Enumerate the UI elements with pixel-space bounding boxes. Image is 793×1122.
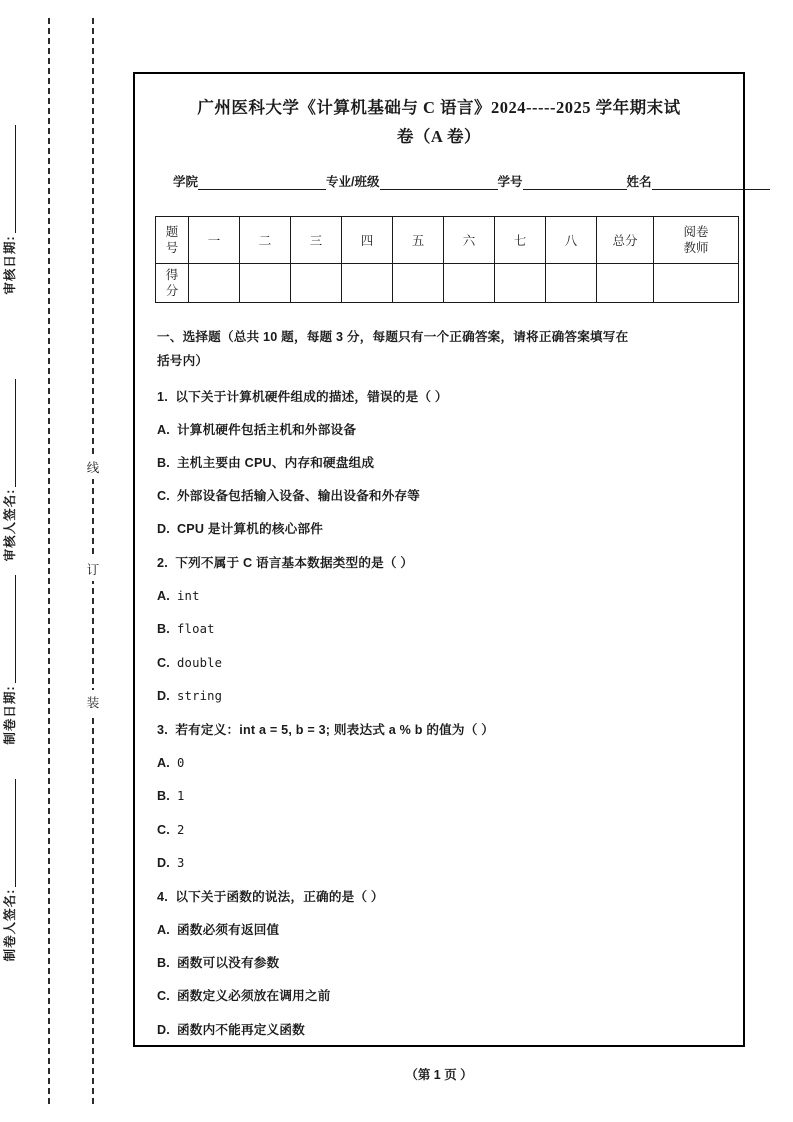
vertical-label-3 — [0, 720, 18, 1020]
row-label-question-char-1: 题 — [165, 224, 179, 239]
question-1-option-2[interactable] — [157, 453, 721, 473]
vertical-label-text-3: 制卷人签名: — [3, 888, 17, 962]
option-text-3-3: 2 — [177, 822, 185, 837]
score-table-row-label-question — [156, 216, 189, 263]
vertical-label-rule-0 — [15, 125, 16, 233]
info-label-student-id: 学号 — [497, 174, 523, 189]
score-table-col-8: 八 — [546, 216, 597, 263]
question-number-1: 1. — [157, 389, 168, 404]
info-field-college — [173, 172, 326, 190]
score-cell-1[interactable] — [189, 263, 240, 302]
info-blank-major-class[interactable] — [380, 176, 498, 190]
grader-label-line-1: 阅卷 — [683, 224, 709, 239]
row-label-question-char-2: 号 — [165, 240, 179, 255]
question-stem-4 — [157, 887, 721, 907]
dashed-line-outer — [48, 18, 50, 1104]
info-blank-student-id[interactable] — [523, 176, 627, 190]
score-table-col-1: 一 — [189, 216, 240, 263]
option-text-1-2: 主机主要由 CPU、内存和硬盘组成 — [177, 456, 375, 471]
option-text-2-3: double — [177, 655, 223, 670]
seam-mark-2: 装 — [82, 690, 104, 714]
info-field-student-id — [498, 172, 627, 190]
vertical-label-text-1: 审核人签名: — [3, 488, 17, 562]
student-info-row — [173, 172, 711, 190]
question-3-option-4[interactable] — [157, 853, 721, 874]
question-4-option-2[interactable] — [157, 953, 721, 973]
info-blank-name[interactable] — [652, 176, 770, 190]
option-text-4-3: 函数定义必须放在调用之前 — [177, 989, 331, 1004]
info-label-major-class: 专业/班级 — [326, 174, 380, 189]
option-tag-3-4: D. — [157, 856, 170, 871]
info-blank-college[interactable] — [198, 176, 326, 190]
question-2-option-2[interactable] — [157, 619, 721, 640]
score-table-col-4: 四 — [342, 216, 393, 263]
score-table-score-row — [156, 263, 739, 302]
option-tag-2-4: D. — [157, 689, 170, 704]
question-4-option-1[interactable] — [157, 920, 721, 940]
option-text-3-2: 1 — [177, 789, 185, 804]
score-table-header-row — [156, 216, 739, 263]
question-1-option-1[interactable] — [157, 420, 721, 440]
section-heading-line-2: 括号内） — [157, 354, 209, 369]
option-text-4-4: 函数内不能再定义函数 — [177, 1022, 305, 1037]
question-number-4: 4. — [157, 889, 168, 904]
score-cell-grader[interactable] — [654, 263, 739, 302]
option-text-1-1: 计算机硬件包括主机和外部设备 — [177, 422, 357, 437]
score-cell-2[interactable] — [240, 263, 291, 302]
question-stem-3 — [157, 720, 721, 740]
option-tag-2-3: C. — [157, 655, 170, 670]
question-text-4: 以下关于函数的说法，正确的是（ ） — [175, 889, 384, 904]
question-1-option-3[interactable] — [157, 486, 721, 506]
option-tag-2-2: B. — [157, 622, 170, 637]
score-table — [155, 216, 739, 303]
question-number-2: 2. — [157, 555, 168, 570]
vertical-label-text-0: 审核日期: — [3, 235, 17, 295]
question-list — [157, 387, 721, 1040]
seam-mark-0: 线 — [82, 455, 104, 479]
vertical-label-0 — [0, 60, 18, 360]
left-margin-annotations — [0, 0, 120, 1122]
vertical-label-rule-2 — [15, 575, 16, 683]
score-cell-4[interactable] — [342, 263, 393, 302]
option-tag-3-3: C. — [157, 822, 170, 837]
page-footer: （第 1 页 ） — [405, 1068, 473, 1082]
option-text-3-1: 0 — [177, 755, 185, 770]
option-tag-1-1: A. — [157, 422, 170, 437]
option-tag-3-2: B. — [157, 789, 170, 804]
question-body — [157, 325, 721, 1040]
question-3-option-1[interactable] — [157, 753, 721, 774]
question-2-option-3[interactable] — [157, 653, 721, 674]
option-tag-4-1: A. — [157, 923, 170, 938]
option-text-3-4: 3 — [177, 856, 185, 871]
option-tag-1-4: D. — [157, 522, 170, 537]
question-3-option-3[interactable] — [157, 820, 721, 841]
option-tag-2-1: A. — [157, 588, 170, 603]
info-label-name: 姓名 — [626, 174, 652, 189]
score-table-col-6: 六 — [444, 216, 495, 263]
option-text-1-4: CPU 是计算机的核心部件 — [177, 522, 324, 537]
page-title — [159, 94, 719, 152]
score-table-col-3: 三 — [291, 216, 342, 263]
score-table-row-label-score — [156, 263, 189, 302]
score-cell-3[interactable] — [291, 263, 342, 302]
question-1-option-4[interactable] — [157, 519, 721, 539]
question-stem-2 — [157, 553, 721, 573]
page-title-line-1: 广州医科大学《计算机基础与 C 语言》2024-----2025 学年期末试 — [197, 98, 681, 117]
option-tag-1-3: C. — [157, 489, 170, 504]
question-number-3: 3. — [157, 722, 168, 737]
grader-label-line-2: 教师 — [683, 240, 709, 255]
question-2-option-4[interactable] — [157, 686, 721, 707]
question-text-1: 以下关于计算机硬件组成的描述，错误的是（ ） — [175, 389, 448, 404]
option-tag-4-4: D. — [157, 1022, 170, 1037]
question-3-option-2[interactable] — [157, 786, 721, 807]
option-text-4-2: 函数可以没有参数 — [177, 956, 280, 971]
section-heading — [157, 325, 721, 374]
row-label-score-char-1: 得 — [165, 267, 179, 282]
vertical-label-rule-3 — [15, 779, 16, 887]
score-cell-5[interactable] — [393, 263, 444, 302]
row-label-score-char-2: 分 — [165, 283, 179, 298]
score-cell-7[interactable] — [495, 263, 546, 302]
option-text-4-1: 函数必须有返回值 — [177, 923, 280, 938]
question-4-option-4[interactable] — [157, 1020, 721, 1040]
score-table-col-7: 七 — [495, 216, 546, 263]
option-tag-4-3: C. — [157, 989, 170, 1004]
info-field-major-class — [326, 172, 497, 190]
option-text-2-4: string — [177, 689, 223, 704]
seam-mark-1: 订 — [82, 557, 104, 581]
info-field-name — [627, 172, 770, 190]
score-cell-8[interactable] — [546, 263, 597, 302]
exam-paper-frame — [133, 72, 745, 1047]
question-2-option-1[interactable] — [157, 586, 721, 607]
question-text-3: 若有定义：int a = 5, b = 3; 则表达式 a % b 的值为（ ） — [175, 722, 494, 737]
info-label-college: 学院 — [173, 174, 199, 189]
option-tag-4-2: B. — [157, 956, 170, 971]
score-cell-total[interactable] — [597, 263, 654, 302]
option-tag-1-2: B. — [157, 456, 170, 471]
score-table-col-5: 五 — [393, 216, 444, 263]
question-stem-1 — [157, 387, 721, 407]
question-4-option-3[interactable] — [157, 986, 721, 1006]
option-text-2-2: float — [177, 622, 215, 637]
question-text-2: 下列不属于 C 语言基本数据类型的是（ ） — [175, 555, 414, 570]
option-text-1-3: 外部设备包括输入设备、输出设备和外存等 — [177, 489, 421, 504]
score-cell-6[interactable] — [444, 263, 495, 302]
vertical-label-text-2: 制卷日期: — [3, 685, 17, 745]
option-tag-3-1: A. — [157, 755, 170, 770]
vertical-label-rule-1 — [15, 379, 16, 487]
page-title-line-2: 卷（A 卷） — [396, 126, 482, 146]
option-text-2-1: int — [177, 588, 200, 603]
section-heading-line-1: 一、选择题（总共 10 题，每题 3 分，每题只有一个正确答案，请将正确答案填写在 — [157, 329, 629, 344]
score-table-col-grader — [654, 216, 739, 263]
score-table-col-total: 总分 — [597, 216, 654, 263]
score-table-col-2: 二 — [240, 216, 291, 263]
